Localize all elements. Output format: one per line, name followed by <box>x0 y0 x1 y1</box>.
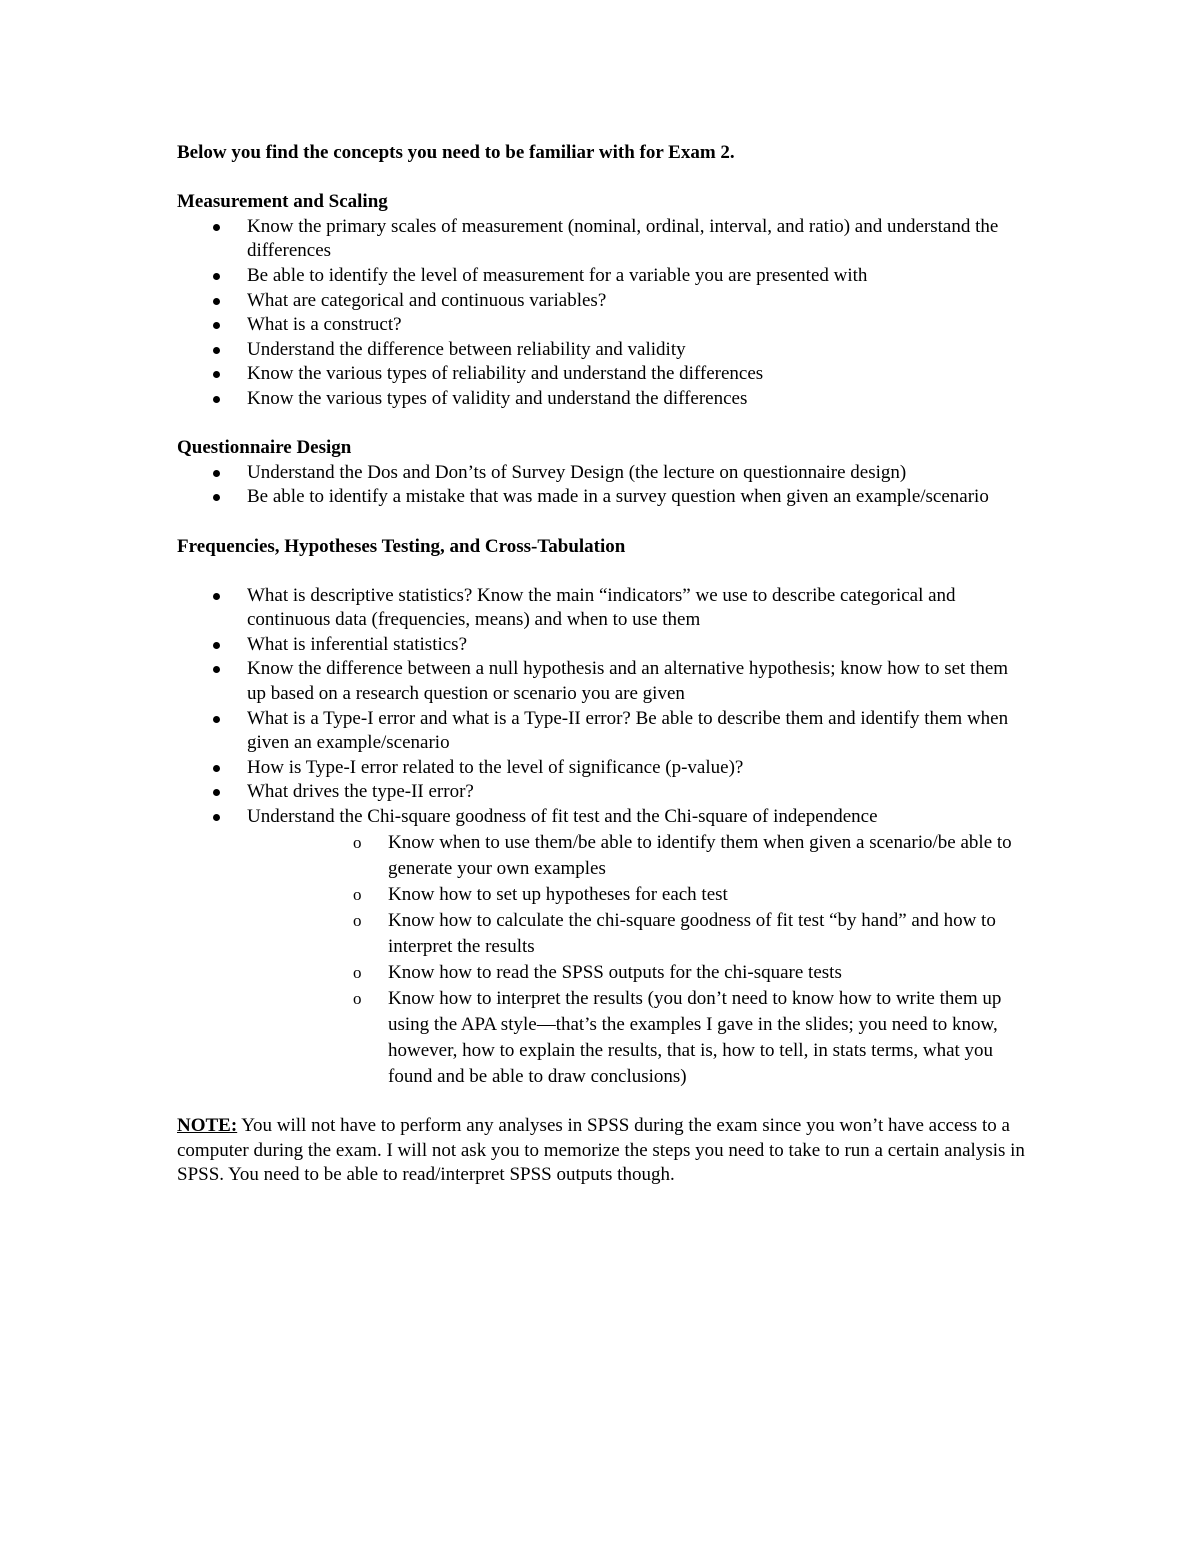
list-item: Be able to identify a mistake that was made in a survey question when given an example/scenario <box>177 485 1027 510</box>
note-text: You will not have to perform any analyses in SPSS during the exam since you won’t have access to a computer during the exam. I will not ask you to memorize the steps you need to take to run a certain analysis in SPSS. You need to be able to read/interpret SPSS outputs though. <box>177 1115 1025 1186</box>
section-heading-frequencies: Frequencies, Hypotheses Testing, and Cross-Tabulation <box>177 535 626 557</box>
spacer <box>177 510 1027 535</box>
list-item: Know the various types of validity and understand the differences <box>177 387 1027 412</box>
list-item: What is descriptive statistics? Know the main “indicators” we use to describe categorical and continuous data (frequencies, means) and when to use them <box>177 584 1027 633</box>
bullet-icon <box>213 716 220 723</box>
bullet-icon <box>213 789 220 796</box>
list-item: Understand the difference between reliability and validity <box>177 338 1027 363</box>
sub-list-item: o Know how to calculate the chi-square goodness of fit test “by hand” and how to interpret the results <box>353 909 996 957</box>
sub-list-item: o Know how to set up hypotheses for each test <box>247 882 1027 908</box>
bullet-icon <box>213 814 220 821</box>
circle-bullet-icon: o <box>353 962 362 982</box>
note-label: NOTE: <box>177 1115 238 1137</box>
bullet-icon <box>213 273 220 280</box>
section-heading-questionnaire: Questionnaire Design <box>177 437 352 459</box>
list-item: Be able to identify the level of measurement for a variable you are presented with <box>177 264 1027 289</box>
bullet-icon <box>213 322 220 329</box>
sub-list-item: o Know how to interpret the results (you don’t need to know how to write them up using the APA style—that’s the examples I gave in the slides; you need to know, however, how to explain the results, that is, how to tell, in stats terms, what you found and be able to draw conclusions) <box>353 987 1002 1087</box>
sub-bullet-list-chi-square <box>247 830 1027 1090</box>
spacer <box>177 559 1027 584</box>
sub-list-item: o Know how to read the SPSS outputs for the chi-square tests <box>247 960 1027 986</box>
bullet-icon <box>213 347 220 354</box>
document-title: Below you find the concepts you need to be familiar with for Exam 2. <box>177 142 735 163</box>
list-item: What is inferential statistics? <box>177 633 1027 658</box>
circle-bullet-icon: o <box>353 832 362 852</box>
bullet-icon <box>213 593 220 600</box>
list-item: What drives the type-II error? <box>177 780 1027 805</box>
bullet-icon <box>213 494 220 501</box>
section-heading-measurement: Measurement and Scaling <box>177 191 388 213</box>
bullet-list-measurement <box>177 215 1027 412</box>
spacer <box>177 1090 1027 1115</box>
bullet-icon <box>213 765 220 772</box>
list-item: Know the various types of reliability and understand the differences <box>177 362 1027 387</box>
bullet-list-questionnaire <box>177 461 1027 510</box>
bullet-icon <box>213 371 220 378</box>
bullet-icon <box>213 642 220 649</box>
list-item: Understand the Chi-square goodness of fit test and the Chi-square of independence o Know when to use them/be able to identify them when given a scenario/be able to generate your own examples o Know how to set up hypotheses for each test o Know how to calculate the chi-square goodness of fit test “by hand” and how to interpret the results o Know how to read the SPSS outputs for the chi-square tests o Know how to interpret the results (you don’t need to know how to write them up using the APA style—that’s the examples I gave in the slides; you need to know, however, how to explain the results, that is, how to tell, in stats terms, what you found and be able to draw conclusions) <box>177 805 1027 1090</box>
list-item: What are categorical and continuous variables? <box>177 289 1027 314</box>
document-body <box>177 141 1027 1188</box>
list-item: Know the difference between a null hypothesis and an alternative hypothesis; know how to set them up based on a research question or scenario you are given <box>177 657 1027 706</box>
bullet-icon <box>213 298 220 305</box>
bullet-list-frequencies <box>177 584 1027 1090</box>
list-item: How is Type-I error related to the level of significance (p-value)? <box>177 756 1027 781</box>
circle-bullet-icon: o <box>353 910 362 930</box>
list-item: Know the primary scales of measurement (nominal, ordinal, interval, and ratio) and understand the differences <box>177 215 1027 264</box>
note-paragraph <box>177 1114 1027 1188</box>
circle-bullet-icon: o <box>353 884 362 904</box>
bullet-icon <box>213 470 220 477</box>
circle-bullet-icon: o <box>353 988 362 1008</box>
sub-list-item: o Know when to use them/be able to identify them when given a scenario/be able to generate your own examples <box>353 831 1012 879</box>
bullet-icon <box>213 224 220 231</box>
list-item: What is a construct? <box>177 313 1027 338</box>
bullet-icon <box>213 396 220 403</box>
spacer <box>177 412 1027 437</box>
bullet-icon <box>213 666 220 673</box>
list-item: Understand the Dos and Don’ts of Survey Design (the lecture on questionnaire design) <box>177 461 1027 486</box>
list-item: What is a Type-I error and what is a Type-II error? Be able to describe them and identify them when given an example/scenario <box>177 707 1027 756</box>
